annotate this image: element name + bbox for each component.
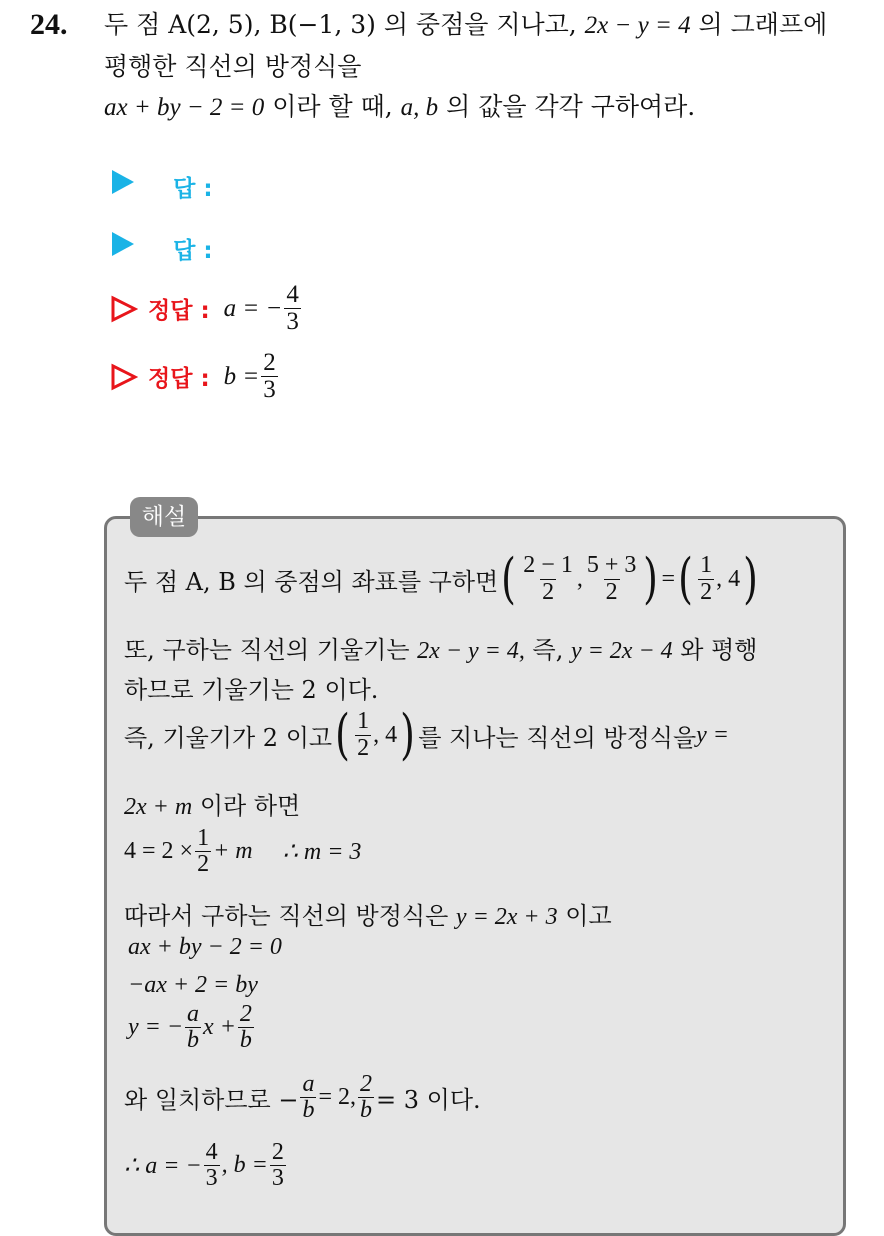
question-line-3 <box>104 88 695 127</box>
left-paren: ( <box>678 547 693 610</box>
solution-line-10 <box>128 1002 256 1053</box>
fraction-denominator: b <box>302 1097 315 1124</box>
left-paren: ( <box>335 703 350 766</box>
outline-triangle-icon <box>110 363 138 391</box>
solution-text: = 3 이다. <box>376 1086 481 1115</box>
answer-label: 답 : <box>173 176 213 202</box>
fraction <box>300 1072 316 1123</box>
question-text: 의 값을 각각 구하여라. <box>438 92 696 121</box>
solution-line-2 <box>124 630 757 665</box>
solution-text: 즉, 기울기가 2 이고 <box>124 723 333 752</box>
solution-text: 두 점 A, B 의 중점의 좌표를 구하면 <box>124 567 499 596</box>
outline-triangle-icon <box>110 295 138 323</box>
fraction-numerator: 2 <box>239 1001 252 1027</box>
play-triangle-icon <box>112 170 134 194</box>
fraction-denominator: 2 <box>542 578 555 605</box>
answer-row-1 <box>112 170 213 203</box>
correct-answer-2 <box>110 350 280 404</box>
fraction-denominator: 3 <box>205 1165 218 1192</box>
right-paren: ) <box>743 547 759 610</box>
fraction-numerator: 1 <box>197 825 210 851</box>
fraction-numerator: 1 <box>700 552 713 579</box>
correct-label: 정답 : <box>148 298 210 325</box>
solution-text: 와 평행 <box>672 636 758 664</box>
solution-text: 를 지나는 직선의 방정식을 <box>418 723 697 752</box>
fraction <box>195 826 211 877</box>
fraction-denominator: 3 <box>286 308 299 336</box>
question-text: 이라 할 때, <box>264 92 401 121</box>
equation: 2x + m <box>124 794 193 820</box>
fraction-numerator: 2 <box>271 1139 284 1165</box>
equation: y = 2x + 3 <box>455 904 558 930</box>
solution-text: 이라 하면 <box>192 792 301 820</box>
solution-line-1: 두 점 A, B 의 중점의 좌표를 구하면 ( $\frac{2 - 1}{2}$ , $\frac{5 + 3}{2}$ ) = ( $\frac{1}{2}$ , 4 ) <box>124 547 759 610</box>
solution-line-8: ax + by − 2 = 0 <box>128 934 282 960</box>
fraction <box>238 1002 254 1053</box>
question-line-2: 평행한 직선의 방정식을 <box>104 52 362 81</box>
fraction-numerator: 2 <box>360 1071 373 1097</box>
fraction-numerator: 4 <box>205 1139 218 1165</box>
equation: = 2, <box>318 1084 357 1111</box>
answer-lhs: b = <box>223 362 260 390</box>
equation: x + <box>203 1014 236 1041</box>
question-equation: ax + by − 2 = 0 <box>104 94 265 121</box>
answer-row-2 <box>112 232 213 265</box>
fraction <box>185 1002 201 1053</box>
question-number: 24. <box>30 8 68 41</box>
equation: y = <box>696 721 730 748</box>
solution-text: 즉, <box>524 636 571 664</box>
solution-text: 와 일치하므로 − <box>124 1086 299 1115</box>
fraction-denominator: b <box>239 1027 252 1054</box>
fraction-numerator: a <box>302 1071 315 1097</box>
fraction <box>358 1072 374 1123</box>
fraction <box>585 553 639 604</box>
fraction-denominator: 2 <box>357 734 370 761</box>
solution-line-5 <box>124 786 300 821</box>
equation: 4 = 2 × <box>124 838 194 865</box>
equation: ∴ m = 3 <box>282 839 362 866</box>
solution-tag: 해설 <box>130 497 198 537</box>
solution-line-7 <box>124 896 612 931</box>
fraction-denominator: 2 <box>605 578 618 605</box>
question-line-1 <box>104 6 827 45</box>
fraction-numerator: 5 + 3 <box>586 552 637 579</box>
solution-line-3: 하므로 기울기는 2 이다. <box>124 676 379 704</box>
fraction <box>270 1140 286 1191</box>
solution-text: 또, 구하는 직선의 기울기는 <box>124 636 418 664</box>
fraction-denominator: 3 <box>271 1165 284 1192</box>
correct-label: 정답 : <box>148 366 210 393</box>
right-paren: ) <box>643 547 659 610</box>
answer-lhs: a = − <box>223 294 283 322</box>
answer-fraction <box>261 350 278 404</box>
fraction-numerator: 1 <box>357 708 370 735</box>
fraction-numerator: 2 − 1 <box>523 552 573 579</box>
solution-line-11 <box>124 1072 481 1123</box>
fraction <box>521 553 575 604</box>
play-triangle-icon <box>112 232 134 256</box>
coordinate-tail: , 4 <box>373 721 398 748</box>
fraction <box>355 709 371 760</box>
solution-line-6 <box>124 826 361 877</box>
left-paren: ( <box>501 547 517 610</box>
equation: , b = <box>221 1152 268 1179</box>
question-text: 두 점 A(2, 5), B(−1, 3) 의 중점을 지나고, <box>104 10 585 39</box>
equation: y = 2x − 4 <box>570 638 673 664</box>
fraction-denominator: 3 <box>263 376 276 404</box>
equation: 2x − y = 4, <box>417 638 525 664</box>
answer-label: 답 : <box>173 238 213 264</box>
equation: + m <box>213 838 253 865</box>
solution-text: 이고 <box>557 902 612 930</box>
question-variables: a, b <box>400 94 439 121</box>
solution-line-9: −ax + 2 = by <box>128 972 258 998</box>
fraction-numerator: 4 <box>286 281 299 308</box>
question-text: 의 그래프에 <box>690 10 828 39</box>
fraction-denominator: 2 <box>197 851 210 878</box>
coordinate-tail: , 4 <box>716 565 741 592</box>
solution-line-12 <box>124 1140 288 1191</box>
right-paren: ) <box>400 703 416 766</box>
fraction <box>698 553 714 604</box>
question-equation: 2x − y = 4 <box>584 12 691 39</box>
equation: y = − <box>128 1014 184 1041</box>
fraction-denominator: b <box>360 1097 373 1124</box>
fraction-numerator: a <box>187 1001 200 1027</box>
equals: = <box>661 565 676 592</box>
fraction <box>204 1140 220 1191</box>
fraction-denominator: b <box>187 1027 200 1054</box>
correct-answer-1 <box>110 282 303 336</box>
answer-fraction <box>284 282 301 336</box>
solution-line-4 <box>124 703 730 766</box>
solution-text: 따라서 구하는 직선의 방정식은 <box>124 902 456 930</box>
equation: ∴ a = − <box>124 1153 202 1180</box>
fraction-denominator: 2 <box>700 578 713 605</box>
fraction-numerator: 2 <box>263 349 276 376</box>
